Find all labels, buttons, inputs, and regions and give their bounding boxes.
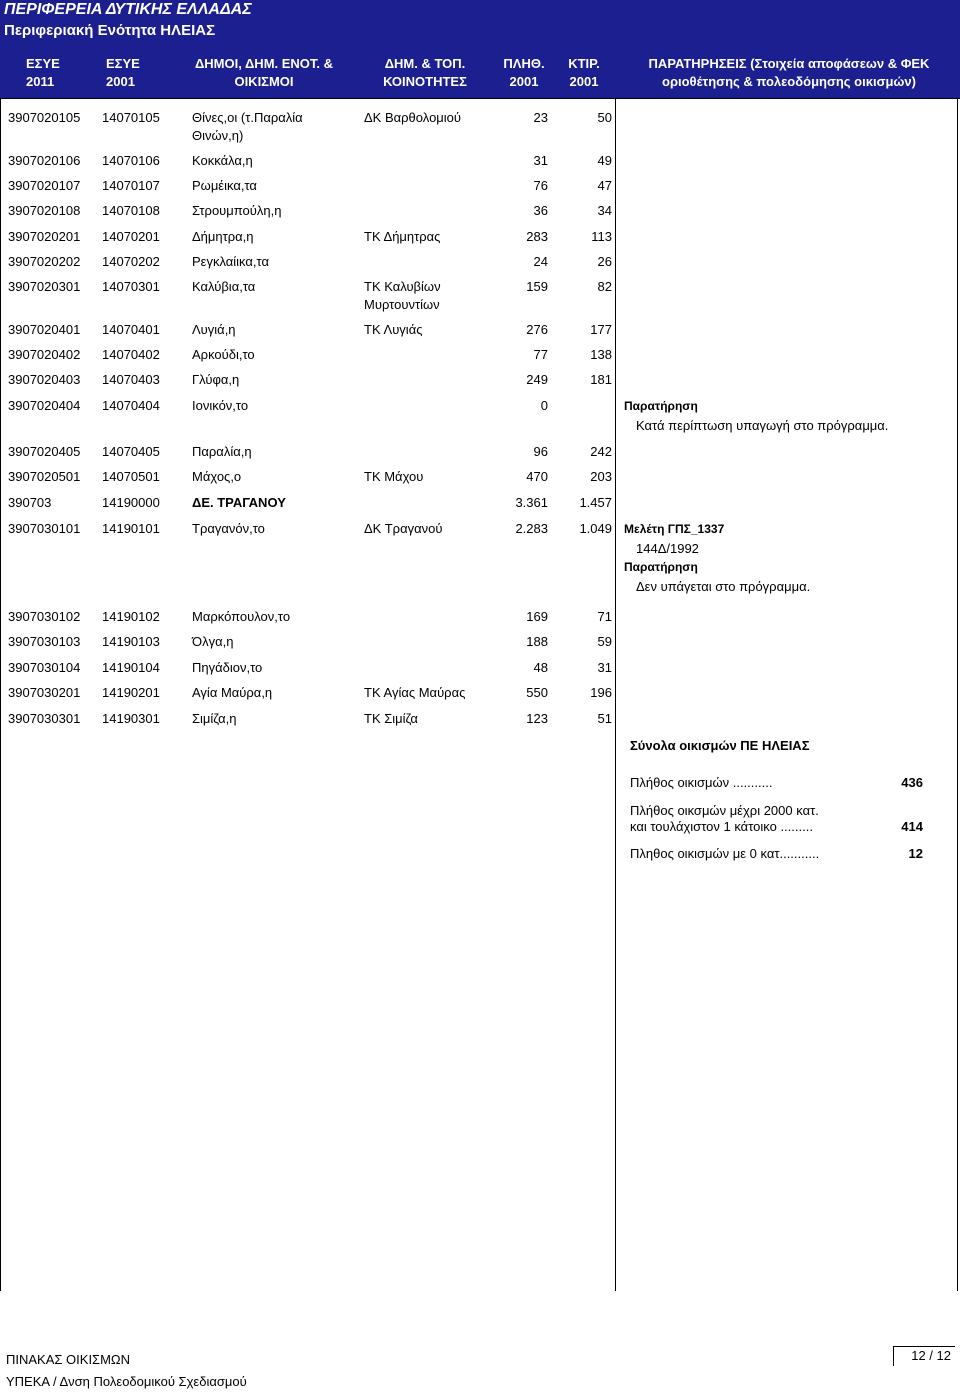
- footer-dept: ΥΠΕΚΑ / Δνση Πολεοδομικού Σχεδιασμού: [6, 1374, 247, 1389]
- remark-traganou: [624, 520, 810, 596]
- remark-text: Κατά περίπτωση υπαγωγή στο πρόγραμμα.: [636, 418, 889, 433]
- remarks-divider: [615, 98, 616, 1291]
- summary-zero-pop: Πληθος οικισμών με 0 κατ........... 12: [630, 846, 923, 861]
- remark-text: Δεν υπάγεται στο πρόγραμμα.: [636, 579, 811, 594]
- header-col-remarks: ΠΑΡΑΤΗΡΗΣΕΙΣ (Στοιχεία αποφάσεων & ΦΕΚ οριοθέτησης & πολεοδόμησης οικισμών): [648, 56, 930, 89]
- summary-under-2000: Πλήθος οικσμών μέχρι 2000 κατ. και τουλάχιστον 1 κάτοικο ......... 414: [630, 803, 923, 834]
- unit-title: Περιφεριακή Ενότητα ΗΛΕΙΑΣ: [4, 22, 216, 39]
- right-border: [957, 98, 958, 1291]
- header-col-municipalities: ΔΗΜΟΙ, ΔΗΜ. ΕΝΟΤ. & ΟΙΚΙΣΜΟΙ: [194, 56, 334, 89]
- summary-title: Σύνολα οικισμών ΠΕ ΗΛΕΙΑΣ: [630, 738, 810, 753]
- table-header: [0, 0, 960, 98]
- header-rule: [0, 98, 960, 99]
- remark-title: Παρατήρηση: [624, 399, 698, 413]
- fek-ref: 144Δ/1992: [636, 541, 699, 556]
- header-col-esye-2011: ΕΣΥΕ 2011: [26, 56, 60, 89]
- page-number: 12 / 12: [893, 1346, 955, 1366]
- header-col-esye-2001: ΕΣΥΕ 2001: [106, 56, 140, 89]
- study-title: Μελέτη ΓΠΣ_1337: [624, 522, 725, 536]
- left-border: [0, 98, 1, 1291]
- footer-title: ΠΙΝΑΚΑΣ ΟΙΚΙΣΜΩΝ: [6, 1352, 131, 1367]
- header-col-buildings: ΚΤΙΡ. 2001: [568, 56, 600, 89]
- header-col-communities: ΔΗΜ. & ΤΟΠ. ΚΟΙΝΟΤΗΤΕΣ: [383, 56, 467, 89]
- header-col-population: ΠΛΗΘ. 2001: [503, 56, 545, 89]
- remark-title: Παρατήρηση: [624, 560, 698, 574]
- region-title: ΠΕΡΙΦΕΡΕΙΑ ΔΥΤΙΚΗΣ ΕΛΛΑΔΑΣ: [4, 1, 252, 18]
- summary-total: Πλήθος οικισμών ........... 436: [630, 775, 923, 790]
- remark-ionikon: [624, 397, 888, 435]
